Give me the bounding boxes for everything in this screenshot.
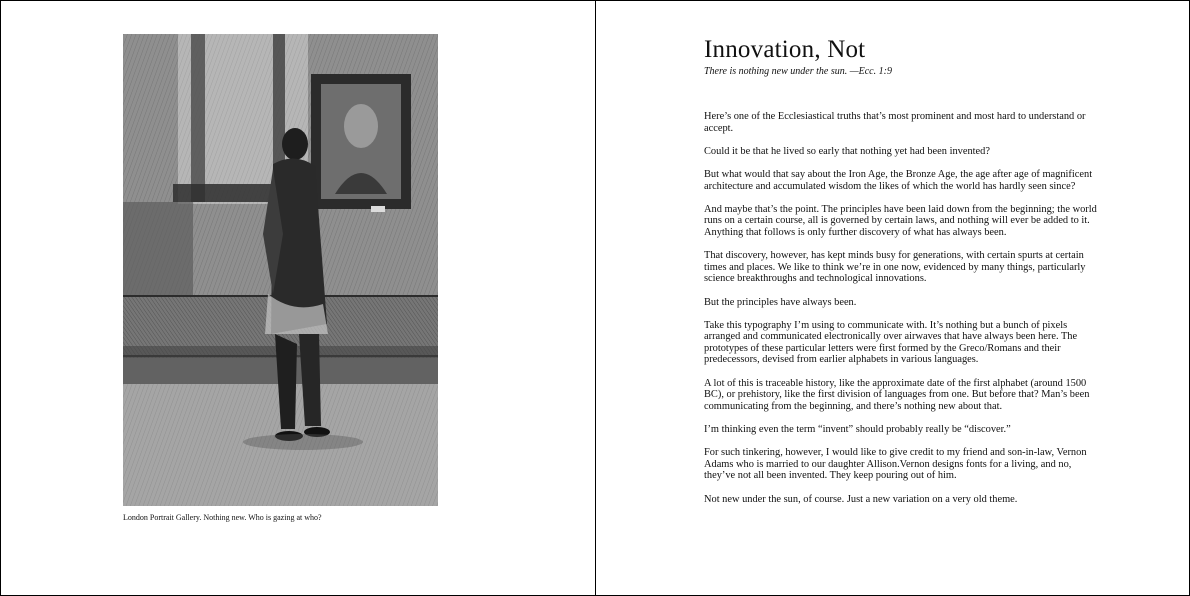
- paragraph: For such tinkering, however, I would like to give credit to my friend and son-in-law, Vernon Adams who is married to our daughter Allison.Vernon designs fonts for a living, and no, they’ve not all been invented. They keep pouring out of him.: [704, 447, 1087, 482]
- paragraph: A lot of this is traceable history, like the approximate date of the first alphabet (around 1500 BC), or prehistory, like the first division of languages from one. But before that? Man’s been communicating from the beginning, and there’s nothing new about that.: [704, 377, 1090, 412]
- paragraph: Take this typography I’m using to communicate with. It’s nothing but a bunch of pixels arranged and communicated electronically over airwaves that have always been here. The prototypes of these particular letters were first formed by the Greco/Romans and their predecessors, devised from earlier alphabets in various languages.: [704, 319, 1078, 366]
- paragraph: Here’s one of the Ecclesiastical truths that’s most prominent and most hard to understand or accept.: [704, 111, 1086, 134]
- paragraph: But the principles have always been.: [704, 296, 857, 308]
- left-page: [1, 1, 595, 595]
- gallery-sketch-image: [123, 34, 438, 506]
- paragraph: And maybe that’s the point. The principles have been laid down from the beginning; the world runs on a certain course, all is governed by certain laws, and nothing will ever be added to it. Anything that follows is only further discovery of what has always been.: [704, 203, 1097, 238]
- image-caption: London Portrait Gallery. Nothing new. Who is gazing at who?: [123, 513, 322, 522]
- paragraph: Not new under the sun, of course. Just a new variation on a very old theme.: [704, 493, 1018, 505]
- epigraph: There is nothing new under the sun. —Ecc. 1:9: [704, 66, 892, 77]
- paragraph: But what would that say about the Iron Age, the Bronze Age, the age after age of magnificent architecture and accumulated wisdom the likes of which the world has hardly seen since?: [704, 168, 1093, 192]
- paragraph: I’m thinking even the term “invent” should probably really be “discover.”: [704, 424, 1011, 436]
- page-title: Innovation, Not: [704, 36, 866, 63]
- paragraph: That discovery, however, has kept minds busy for generations, with certain spurts at certain times and places. We like to think we’re in one now, evidenced by many things, particularly science breakthroughs and technological innovations.: [704, 250, 1086, 285]
- right-page: [596, 1, 1189, 595]
- paragraph: Could it be that he lived so early that nothing yet had been invented?: [704, 145, 990, 157]
- body-text: [704, 111, 1100, 517]
